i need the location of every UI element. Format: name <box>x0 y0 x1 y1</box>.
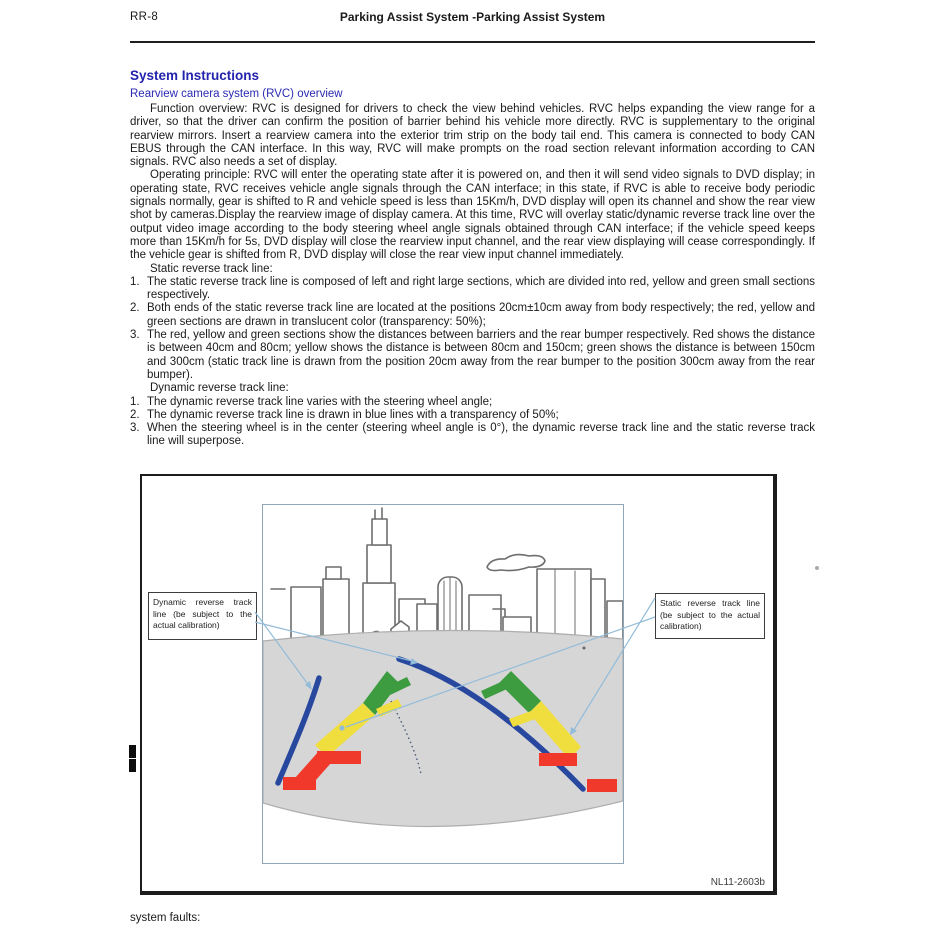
list-number: 2. <box>130 408 140 421</box>
dynamic-track-label: Dynamic reverse track line: <box>150 382 289 395</box>
figure-box <box>140 474 777 895</box>
list-number: 1. <box>130 395 140 408</box>
list-number: 2. <box>130 302 140 315</box>
list-item <box>130 302 815 329</box>
figure-code: NL11-2603b <box>710 877 765 888</box>
list-text: When the steering wheel is in the center (steering wheel angle is 0°), the dynamic reverse track line and the static reverse track line will superpose. <box>147 422 815 448</box>
list-text: The red, yellow and green sections show the distances between barriers and the rear bumper respectively. Red shows the distance is between 40cm and 80cm; yellow shows the distance is between 80cm and 150cm; green shows the distance is between 150cm and 300cm (static track line is drawn from the position 20cm away from the rear bumper to the position 300cm away from the rear bumper). <box>147 329 815 381</box>
header-rule <box>130 41 815 43</box>
static-track-callout-box: Static reverse track line (be subject to the actual calibration) <box>655 593 765 639</box>
paragraph-operating-principle: Operating principle: RVC will enter the operating state after it is powered on, and then it will send video signals to DVD display; in operating state, RVC receives vehicle angle signals through the CAN interface; in this state, if RVC is able to receive body periodic signals normally, gear is shifted to R and vehicle speed is less than 15Km/h, DVD display will open its channel and show the rear view shot by cameras.Display the rearview image of display camera. At this time, RVC will overlay static/dynamic reverse track line over the output video image according to the body steering wheel angle signals obtained through CAN interface; if the vehicle speed keeps more than 15Km/h for 5s, DVD display will close the rearview input channel, and the rear view displaying will cease correspondingly. If the vehicle gear is shifted from R, DVD display will close the rear view input channel immediately. <box>130 169 815 262</box>
text-column <box>130 10 815 449</box>
paragraph-function-overview: Function overview: RVC is designed for drivers to check the view behind vehicles. RVC helps expanding the view range for a driver, so that the driver can confirm the position of barrier behind his vehicle more directly. RVC is supplementary to the original rearview mirrors. Insert a rearview camera into the exterior trim strip on the body tail end. This camera is connected to body CAN EBUS through the CAN interface. In this way, RVC will make prompts on the road section relevant information according to CAN signals. RVC also needs a set of display. <box>130 103 815 169</box>
section-subheading: Rearview camera system (RVC) overview <box>130 88 343 100</box>
list-item <box>130 329 815 382</box>
binding-mark <box>129 745 136 758</box>
list-item <box>130 409 815 422</box>
body-text <box>130 103 815 449</box>
list-text: The dynamic reverse track line is drawn in blue lines with a transparency of 50%; <box>147 408 559 421</box>
list-item <box>130 396 815 409</box>
page-header <box>130 10 815 27</box>
page-title: Parking Assist System -Parking Assist System <box>339 10 606 24</box>
binding-mark <box>129 759 136 772</box>
right-track-red-bar <box>539 753 577 766</box>
rearview-camera-image <box>262 504 624 864</box>
dynamic-track-callout-box: Dynamic reverse track line (be subject to the actual calibration) <box>148 592 257 640</box>
page-speck <box>815 566 819 570</box>
section-heading: System Instructions <box>130 68 260 83</box>
list-text: The static reverse track line is composed of left and right large sections, which are divided into red, yellow and green small sections respectively. <box>147 275 815 302</box>
list-number: 1. <box>130 275 140 288</box>
footer-text: system faults: <box>130 912 201 924</box>
static-track-label: Static reverse track line: <box>150 262 273 275</box>
right-track-red-foot <box>587 779 617 792</box>
camera-view-sketch <box>263 505 623 863</box>
list-text: The dynamic reverse track line varies with the steering wheel angle; <box>147 395 493 408</box>
left-track-red-foot <box>283 777 316 790</box>
list-text: Both ends of the static reverse track line are located at the positions 20cm±10cm away from body respectively; the red, yellow and green sections are drawn in translucent color (transparency: 50%); <box>147 302 815 328</box>
road-surface <box>263 630 623 826</box>
page-code: RR-8 <box>130 11 159 23</box>
list-number: 3. <box>130 329 140 342</box>
list-item <box>130 276 815 303</box>
road-speck <box>583 647 586 650</box>
list-item <box>130 422 815 449</box>
list-number: 3. <box>130 422 140 435</box>
